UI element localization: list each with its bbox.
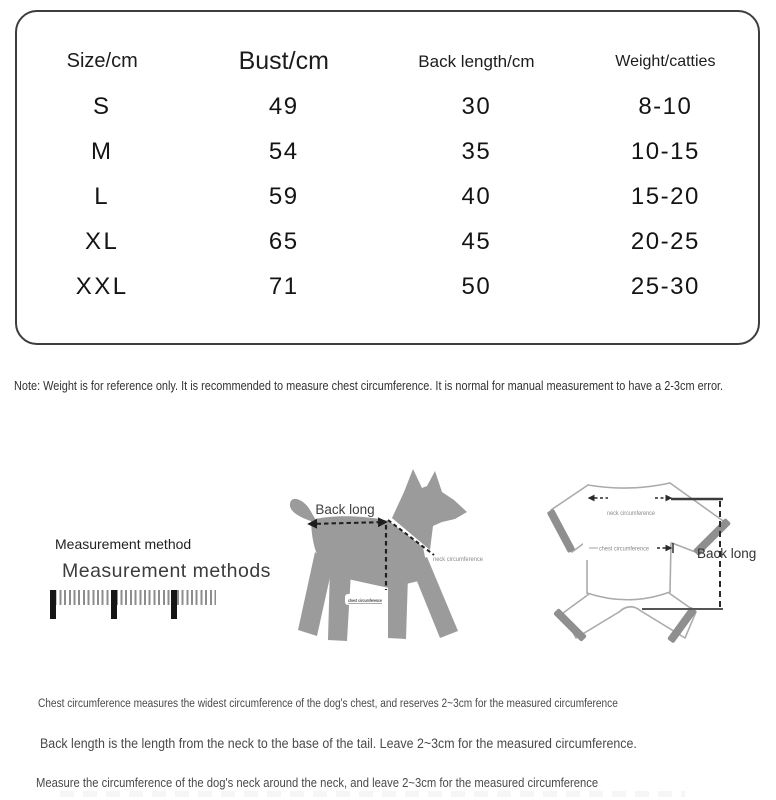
size-chart-cell: 45 <box>461 227 492 255</box>
size-chart-header-size: Size/cm <box>66 50 138 72</box>
garment-back-long-label: Back long <box>697 546 757 561</box>
size-chart-box <box>15 10 760 345</box>
size-chart-cell: 50 <box>461 272 492 300</box>
garment-measurement-diagram <box>545 470 776 650</box>
dog-neck-circumference-label: neck circumference <box>433 557 484 563</box>
size-chart-cell: S <box>92 92 112 120</box>
tip-back-length: Back length is the length from the neck to the base of the tail. Leave 2~3cm for the measured circumference. <box>40 736 637 751</box>
ruler-major-tick <box>50 590 56 619</box>
leg-cuff <box>553 608 587 642</box>
size-chart-header-weight: Weight/catties <box>615 52 716 70</box>
size-chart-cell: M <box>90 137 114 165</box>
dog-front-leg <box>410 557 458 638</box>
garment-cuffs <box>547 509 731 644</box>
size-chart <box>17 12 758 309</box>
size-chart-cell: 71 <box>268 272 299 300</box>
size-chart-header-back-length: Back length/cm <box>418 51 535 71</box>
dog-chest-circumference-label: chest circumference <box>348 598 383 603</box>
size-chart-cell: 54 <box>268 137 299 165</box>
dog-silhouette <box>290 469 467 641</box>
size-chart-cell: 25-30 <box>630 272 700 300</box>
measurement-methods-title: Measurement methods <box>62 560 271 582</box>
weight-reference-note: Note: Weight is for reference only. It is recommended to measure chest circumference. It is normal for manual measurement to have a 2-3cm error. <box>14 378 724 393</box>
tip-chest-circumference: Chest circumference measures the widest circumference of the dog's chest, and reserves 2~3cm for the measured circumference <box>38 698 618 710</box>
dog-tail <box>290 499 316 522</box>
tip-neck-circumference: Measure the circumference of the dog's neck around the neck, and leave 2~3cm for the measured circumference <box>36 776 599 790</box>
size-chart-header-bust: Bust/cm <box>238 47 329 75</box>
size-chart-cell: 10-15 <box>630 137 700 165</box>
garment-neck-circumference-label: neck circumference <box>607 510 656 517</box>
ruler-major-tick <box>111 590 117 619</box>
ruler-graphic <box>50 590 220 620</box>
ruler-minor-ticks <box>50 590 216 605</box>
ruler-major-tick <box>171 590 177 619</box>
size-chart-cell: L <box>94 182 111 210</box>
size-chart-cell: 59 <box>268 182 299 210</box>
size-chart-cell: 65 <box>268 227 299 255</box>
size-chart-cell: 49 <box>268 92 299 120</box>
leg-cuff <box>667 606 697 643</box>
dog-rear-leg <box>298 552 332 636</box>
size-chart-cell: 15-20 <box>630 182 700 210</box>
size-chart-cell: 8-10 <box>638 92 693 120</box>
size-chart-cell: 35 <box>461 137 492 165</box>
dog-measurement-diagram <box>285 462 500 648</box>
faint-text-residue <box>60 791 685 797</box>
dog-front-leg <box>388 572 408 639</box>
dog-back-long-label: Back long <box>315 502 375 517</box>
size-chart-cell: 40 <box>461 182 492 210</box>
size-chart-cell: 20-25 <box>630 227 700 255</box>
sleeve-cuff <box>547 509 576 553</box>
size-chart-cell: XL <box>85 227 120 255</box>
size-chart-cell: 30 <box>461 92 492 120</box>
garment-chest-circumference-label: chest circumference <box>599 545 650 553</box>
size-chart-cell: XXL <box>75 272 129 300</box>
measurement-method-label: Measurement method <box>55 536 192 552</box>
